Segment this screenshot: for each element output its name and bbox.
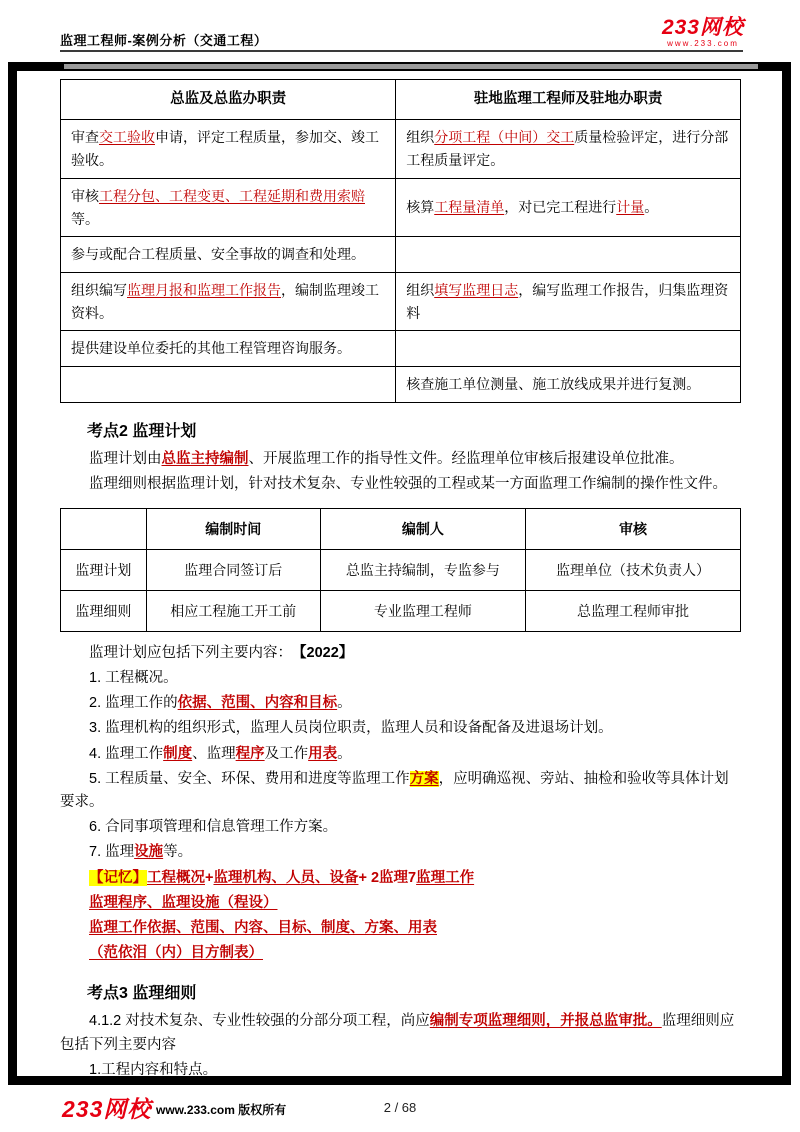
plan-table-cell: 总监理工程师审批	[526, 590, 741, 631]
page-number: 2 / 68	[383, 1100, 417, 1115]
section-title-kp2: 考点2 监理计划	[87, 422, 197, 440]
memory-line-1: 【记忆】工程概况+监理机构、人员、设备+ 2监理7监理工作	[89, 869, 475, 886]
table-row	[61, 549, 741, 590]
duties-header-right: 驻地监理工程师及驻地办职责	[396, 80, 741, 120]
plan-table-cell: 专业监理工程师	[320, 590, 525, 631]
duties-cell: 核查施工单位测量、施工放线成果并进行复测。	[396, 366, 741, 402]
table-row	[61, 366, 741, 402]
list-item-7: 7. 监理设施等。	[89, 844, 193, 861]
list-item-5: 5. 工程质量、安全、环保、费用和进度等监理工作方案，应明确巡视、旁站、抽检和验收等具体计划要求。	[60, 770, 729, 811]
paragraph-412: 4.1.2 对技术复杂、专业性较强的分部分项工程，尚应编制专项监理细则，并报总监审批。监理细则应包括下列主要内容	[60, 1013, 735, 1053]
plan-table-header-blank	[61, 508, 147, 549]
plan-rules-table	[60, 508, 741, 632]
duties-cell: 提供建设单位委托的其他工程管理咨询服务。	[61, 331, 396, 367]
frame-gray-strip	[64, 64, 758, 69]
table-row	[61, 237, 741, 273]
memory-line-2: 监理程序、监理设施（程设）	[89, 894, 278, 911]
plan-table-header-time: 编制时间	[146, 508, 320, 549]
list-item-1: 1. 工程概况。	[89, 670, 178, 687]
frame-right-bar	[782, 62, 791, 1085]
footer-brand-logo: 233网校	[62, 1096, 152, 1122]
kp3-item-1: 1.工程内容和特点。	[89, 1061, 218, 1078]
list-item-2: 2. 监理工作的依据、范围、内容和目标。	[89, 695, 352, 712]
section-title-kp3: 考点3 监理细则	[87, 985, 197, 1003]
table-row	[61, 120, 741, 178]
duties-cell: 核算工程量清单，对已完工程进行计量。	[396, 178, 741, 236]
duties-cell	[61, 366, 396, 402]
plan-table-cell: 监理细则	[61, 590, 147, 631]
table-row	[61, 331, 741, 367]
duties-cell: 审查交工验收申请，评定工程质量，参加交、竣工验收。	[61, 120, 396, 178]
frame-left-bar	[8, 62, 17, 1085]
frame-top-bar	[8, 62, 791, 71]
memory-line-3: 监理工作依据、范围、内容、目标、制度、方案、用表	[89, 919, 437, 936]
list-item-6: 6. 合同事项管理和信息管理工作方案。	[89, 819, 338, 836]
header-divider	[60, 50, 743, 52]
plan-table-cell: 总监主持编制，专监参与	[320, 549, 525, 590]
table-row	[61, 272, 741, 330]
table-row	[61, 590, 741, 631]
table-header-row	[61, 80, 741, 120]
list-item-3: 3. 监理机构的组织形式，监理人员岗位职责，监理人员和设备配备及进退场计划。	[89, 720, 613, 737]
page-content	[60, 79, 741, 1084]
duties-cell: 组织分项工程（中间）交工质量检验评定，进行分部工程质量评定。	[396, 120, 741, 178]
brand-logo-url: www.233.com	[667, 39, 739, 49]
duties-cell: 组织填写监理日志，编写监理工作报告，归集监理资料	[396, 272, 741, 330]
duties-cell	[396, 237, 741, 273]
list-intro: 监理计划应包括下列主要内容： 【2022】	[89, 644, 354, 661]
list-item-4: 4. 监理工作制度、监理程序及工作用表。	[89, 745, 352, 762]
page-footer	[0, 1090, 800, 1132]
table-header-row	[61, 508, 741, 549]
footer-copyright: www.233.com 版权所有	[156, 1103, 287, 1117]
plan-table-cell: 相应工程施工开工前	[146, 590, 320, 631]
plan-table-cell: 监理合同签订后	[146, 549, 320, 590]
duties-cell: 参与或配合工程质量、安全事故的调查和处理。	[61, 237, 396, 273]
paragraph-rules-definition: 监理细则根据监理计划，针对技术复杂、专业性较强的工程或某一方面监理工作编制的操作性文件。	[89, 475, 727, 492]
duties-table	[60, 79, 741, 403]
memory-line-4: （范依泪（内）目方制表）	[89, 945, 263, 962]
plan-table-cell: 监理单位（技术负责人）	[526, 549, 741, 590]
duties-header-left: 总监及总监办职责	[61, 80, 396, 120]
plan-table-header-review: 审核	[526, 508, 741, 549]
table-row	[61, 178, 741, 236]
header-title: 监理工程师-案例分析（交通工程）	[60, 33, 268, 48]
duties-cell	[396, 331, 741, 367]
duties-cell: 审核工程分包、工程变更、工程延期和费用索赔等。	[61, 178, 396, 236]
plan-table-cell: 监理计划	[61, 549, 147, 590]
duties-cell: 组织编写监理月报和监理工作报告，编制监理竣工资料。	[61, 272, 396, 330]
brand-logo-text: 233网校	[661, 16, 744, 39]
paragraph-plan-definition: 监理计划由总监主持编制、开展监理工作的指导性文件。经监理单位审核后报建设单位批准。	[89, 450, 684, 467]
brand-logo	[662, 16, 744, 48]
plan-table-header-author: 编制人	[320, 508, 525, 549]
